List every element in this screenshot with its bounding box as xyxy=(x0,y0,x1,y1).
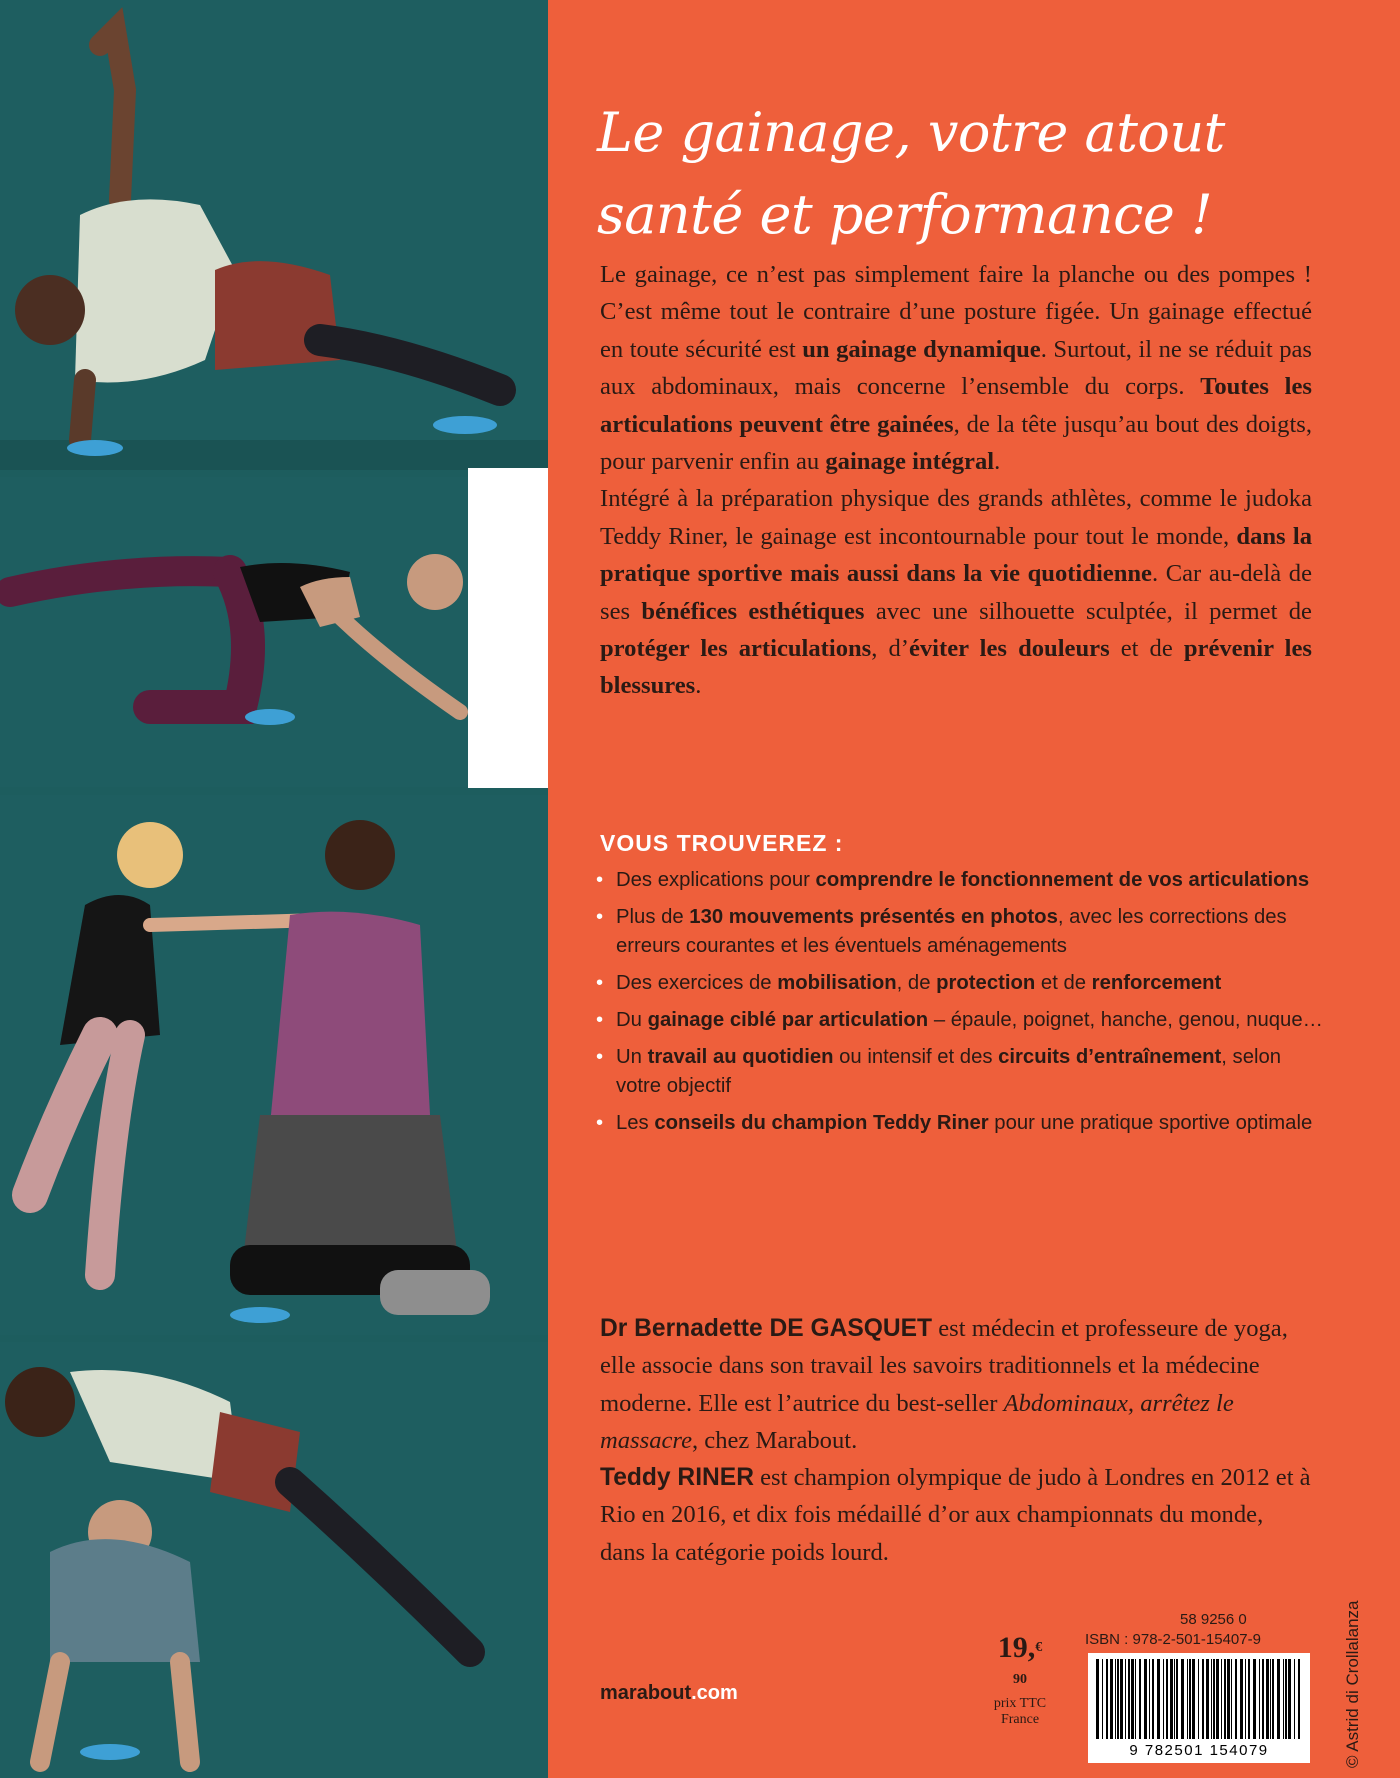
intro-paragraph-1 xyxy=(600,256,1312,480)
feature-run: , selon votre objectif xyxy=(616,1046,1282,1097)
barcode-bar xyxy=(1106,1659,1108,1739)
intro-p1-run: , de la tête jusqu’au bout des doigts, pour parvenir enfin au xyxy=(600,410,1312,476)
intro-paragraph-2 xyxy=(600,480,1312,704)
feature-run: Des explications pour xyxy=(616,869,816,891)
feature-run: renforcement xyxy=(1091,972,1222,994)
feature-list-item xyxy=(594,1043,1324,1101)
feature-run: 130 mouvements présentés en photos xyxy=(689,906,1058,928)
barcode-bar xyxy=(1189,1659,1191,1739)
barcode-bar xyxy=(1163,1659,1164,1739)
barcode-bar xyxy=(1176,1659,1178,1739)
author-bio-end: , chez Marabout. xyxy=(692,1427,858,1455)
barcode-bar xyxy=(1166,1659,1168,1739)
price-label-2: France xyxy=(1000,1712,1040,1727)
barcode xyxy=(1088,1653,1310,1763)
photo-partner-plank xyxy=(0,1342,548,1778)
author-bio-riner xyxy=(600,1459,1312,1571)
price-value: 19, xyxy=(997,1631,1036,1664)
barcode-bar xyxy=(1096,1659,1099,1739)
intro-p2-run: . xyxy=(695,672,702,700)
intro-p1-run: Toutes les articulations peuvent être gainées xyxy=(600,373,1312,438)
feature-run: , avec les corrections des erreurs courantes et les éventuels aménagements xyxy=(616,906,1287,957)
barcode-bar xyxy=(1270,1659,1271,1739)
author-name: Teddy RINER xyxy=(600,1464,754,1491)
barcode-bar xyxy=(1135,1659,1136,1739)
barcode-bar xyxy=(1117,1659,1119,1739)
isbn: ISBN : 978-2-501-15407-9 xyxy=(1085,1631,1261,1648)
barcode-bar xyxy=(1248,1659,1250,1739)
intro-p2-run: avec une silhouette sculptée, il permet de xyxy=(864,597,1312,625)
intro-text xyxy=(600,256,1312,705)
feature-run: conseils du champion Teddy Riner xyxy=(654,1112,989,1134)
barcode-bar xyxy=(1125,1659,1126,1739)
intro-p2-run: dans la pratique sportive mais aussi dans la vie quotidienne xyxy=(600,522,1312,588)
feature-run: circuits d’entraînement xyxy=(998,1046,1222,1068)
barcode-bar xyxy=(1277,1659,1280,1739)
barcode-bar xyxy=(1198,1659,1199,1739)
barcode-bar xyxy=(1235,1659,1237,1739)
feature-run: pour une pratique sportive optimale xyxy=(988,1112,1313,1134)
author-bio-gasquet xyxy=(600,1310,1312,1460)
intro-p1-run: gainage intégral xyxy=(825,448,995,476)
price-cents: 90 xyxy=(1013,1672,1027,1687)
barcode-bar xyxy=(1174,1659,1175,1739)
author-name: Dr Bernadette DE GASQUET xyxy=(600,1315,933,1342)
intro-p2-run: , d’ xyxy=(871,635,909,663)
barcode-bar xyxy=(1259,1659,1260,1739)
barcode-bar xyxy=(1192,1659,1195,1739)
barcode-bar xyxy=(1102,1659,1103,1739)
price-label-1: prix TTC xyxy=(993,1696,1047,1711)
barcode-bar xyxy=(1170,1659,1173,1739)
intro-p2-run: bénéfices esthétiques xyxy=(641,597,865,625)
book-title: Abdominaux, arrêtez le massacre xyxy=(600,1389,1234,1455)
headline xyxy=(597,92,1317,256)
feature-list xyxy=(594,866,1324,1146)
feature-run: Un xyxy=(616,1046,648,1068)
barcode-bar xyxy=(1266,1659,1269,1739)
feature-run: – épaule, poignet, hanche, genou, nuque… xyxy=(928,1009,1323,1031)
intro-p1-run: . Surtout, il ne se réduit pas aux abdominaux, mais concerne l’ensemble du corps. xyxy=(600,335,1312,401)
barcode-bar xyxy=(1294,1659,1295,1739)
intro-p2-run: protéger les articulations xyxy=(600,635,872,663)
headline-line-1: Le gainage, votre atout xyxy=(597,101,1225,164)
feature-run: ou intensif et des xyxy=(833,1046,999,1068)
feature-run: gainage ciblé par articulation xyxy=(647,1009,929,1031)
feature-run: et de xyxy=(1035,972,1092,994)
barcode-bar xyxy=(1181,1659,1184,1739)
intro-p1-run: un gainage dynamique xyxy=(802,335,1041,363)
intro-p2-run: . Car au-delà de ses xyxy=(600,560,1312,625)
photo-column xyxy=(0,0,548,1778)
barcode-digits: 9 782501 154079 xyxy=(1129,1742,1269,1759)
barcode-bar xyxy=(1149,1659,1150,1739)
barcode-bar xyxy=(1152,1659,1154,1739)
barcode-bar xyxy=(1240,1659,1243,1739)
barcode-bar xyxy=(1157,1659,1160,1739)
intro-p2-run: prévenir les blessures xyxy=(600,635,1312,700)
photo-partner-stretch xyxy=(0,795,548,1335)
barcode-bar xyxy=(1216,1659,1219,1739)
feature-list-item xyxy=(594,1109,1324,1138)
feature-run: Plus de xyxy=(616,906,690,928)
barcode-bar xyxy=(1213,1659,1215,1739)
feature-run: comprendre le fonctionnement de vos articulations xyxy=(815,869,1310,891)
barcode-bar xyxy=(1211,1659,1212,1739)
author-bio-text: est médecin et professeure de yoga, elle associe dans son travail les savoirs traditionnels et la médecine moderne. Elle est l’autrice du best-seller xyxy=(600,1315,1288,1417)
barcode-bar xyxy=(1288,1659,1291,1739)
barcode-bar xyxy=(1115,1659,1116,1739)
feature-run: protection xyxy=(936,972,1036,994)
website-ext: .com xyxy=(691,1682,738,1704)
barcode-bar xyxy=(1285,1659,1287,1739)
barcode-bar xyxy=(1187,1659,1188,1739)
barcode-bar xyxy=(1245,1659,1246,1739)
intro-p1-run: . xyxy=(994,448,1001,476)
barcode-bar xyxy=(1227,1659,1230,1739)
barcode-bar xyxy=(1206,1659,1209,1739)
price-block xyxy=(985,1632,1055,1728)
barcode-bar xyxy=(1224,1659,1226,1739)
feature-run: travail au quotidien xyxy=(647,1046,834,1068)
feature-list-item xyxy=(594,903,1324,961)
feature-run: mobilisation xyxy=(777,972,897,994)
barcode-bar xyxy=(1231,1659,1232,1739)
photo-bird-dog xyxy=(0,477,468,787)
feature-list-item xyxy=(594,969,1324,998)
website-main: marabout xyxy=(600,1682,692,1704)
barcode-bar xyxy=(1128,1659,1130,1739)
barcode-bar xyxy=(1283,1659,1284,1739)
barcode-bar xyxy=(1144,1659,1147,1739)
barcode-bar xyxy=(1253,1659,1256,1739)
barcode-bar xyxy=(1110,1659,1113,1739)
feature-run: Des exercices de xyxy=(616,972,778,994)
barcode-bar xyxy=(1120,1659,1123,1739)
barcode-bar xyxy=(1272,1659,1274,1739)
ref-code: 58 9256 0 xyxy=(1180,1611,1247,1628)
intro-p2-run: éviter les douleurs xyxy=(908,635,1110,663)
barcode-bar xyxy=(1202,1659,1204,1739)
barcode-bar xyxy=(1139,1659,1141,1739)
white-panel xyxy=(468,468,548,788)
intro-p2-run: Intégré à la préparation physique des grands athlètes, comme le judoka Teddy Riner, le gainage est incontournable pour tout le monde, xyxy=(600,485,1312,550)
barcode-bar xyxy=(1131,1659,1134,1739)
feature-list-item xyxy=(594,866,1324,895)
barcode-bars xyxy=(1088,1653,1310,1743)
intro-p2-run: et de xyxy=(1109,635,1184,663)
barcode-bar xyxy=(1221,1659,1222,1739)
website-link[interactable] xyxy=(600,1682,738,1705)
photo-side-plank xyxy=(0,0,548,470)
feature-list-item xyxy=(594,1006,1324,1035)
photo-credit: © Astrid di Crollalanza xyxy=(1343,1600,1362,1768)
price-currency: € xyxy=(1035,1640,1043,1655)
feature-run: Les xyxy=(616,1112,655,1134)
intro-p1-run: Le gainage, ce n’est pas simplement faire la planche ou des pompes ! C’est même tout le contraire d’une posture figée. Un gainage effectué en toute sécurité est xyxy=(600,261,1312,363)
headline-line-2: santé et performance ! xyxy=(597,183,1213,246)
feature-run: Du xyxy=(616,1009,648,1031)
barcode-bar xyxy=(1262,1659,1264,1739)
barcode-bar xyxy=(1298,1659,1300,1739)
section-heading: VOUS TROUVEREZ : xyxy=(600,830,844,856)
author-bio-text: est champion olympique de judo à Londres en 2012 et à Rio en 2016, et dix fois médaillé d’or aux championnats du monde, dans la catégorie poids lourd. xyxy=(600,1464,1311,1566)
feature-run: , de xyxy=(896,972,937,994)
